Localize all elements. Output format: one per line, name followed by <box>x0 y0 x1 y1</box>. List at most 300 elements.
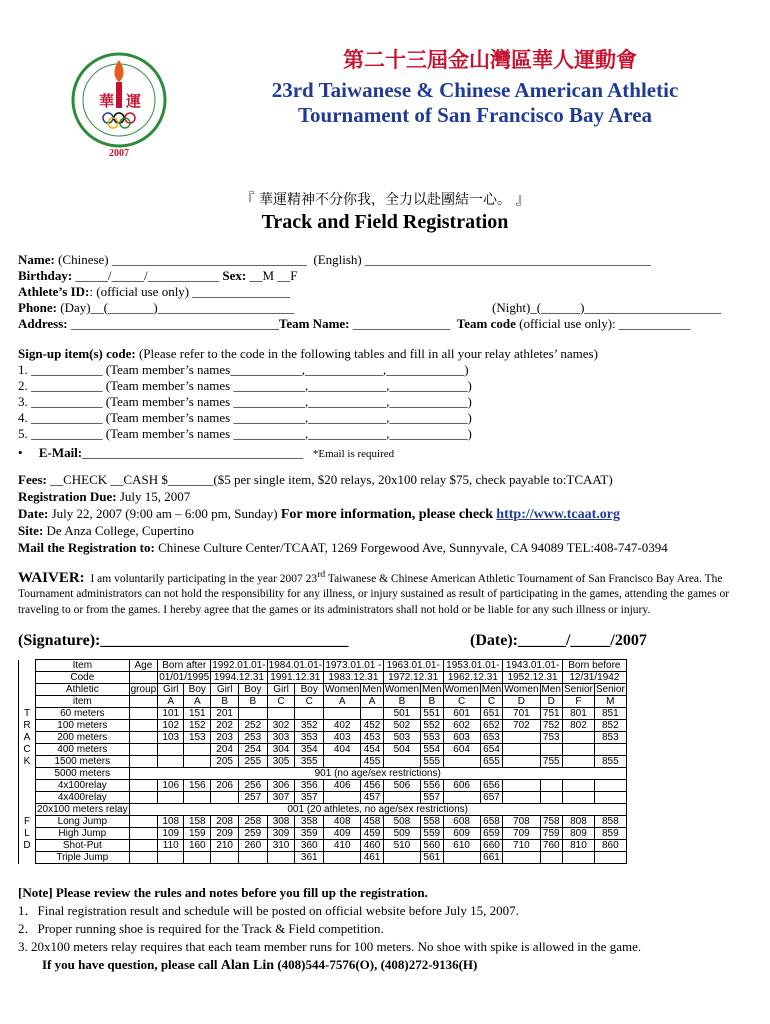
header-cell: Boy <box>239 684 268 696</box>
event-code: 760 <box>540 840 562 852</box>
event-code: 453 <box>361 732 383 744</box>
event-code: 652 <box>480 720 502 732</box>
event-code: 808 <box>562 816 594 828</box>
email-label: E-Mail: <box>38 445 83 460</box>
side-letter <box>19 852 36 864</box>
header-cell: Men <box>362 684 382 695</box>
event-code: 606 <box>443 780 480 792</box>
header-cell: B <box>421 696 443 708</box>
table-row <box>19 756 627 768</box>
header-cell: 1952.12.31 <box>503 672 563 684</box>
bullet-icon: • <box>18 445 23 460</box>
header-cell: item <box>36 696 130 708</box>
event-code: 851 <box>594 708 626 720</box>
signup-row-2[interactable]: 2. ___________ (Team member’s names ___________,____________,____________) <box>18 378 472 393</box>
phone-day-field[interactable]: (Day)__(_______)_____________________ <box>60 300 295 315</box>
event-code: 153 <box>184 732 211 744</box>
event-code <box>239 708 268 720</box>
header-cell: Women <box>384 684 420 695</box>
event-code <box>184 756 211 768</box>
event-code <box>211 792 239 804</box>
event-code <box>324 708 361 720</box>
signup-row-3[interactable]: 3. ___________ (Team member’s names ___________,____________,____________) <box>18 394 472 409</box>
event-code: 810 <box>562 840 594 852</box>
contact-phones: (408)544-7576(O), (408)272-9136(H) <box>277 957 478 972</box>
fees-row[interactable] <box>18 472 613 488</box>
event-code: 506 <box>383 780 420 792</box>
header-cell: M <box>594 696 626 708</box>
event-code <box>503 756 540 768</box>
event-code <box>562 852 594 864</box>
header-cell <box>129 696 158 708</box>
event-code: 556 <box>421 780 443 792</box>
header-cell: 1994.12.31 <box>211 672 267 684</box>
header-cell: Men <box>541 684 561 695</box>
logo-year: 2007 <box>109 148 129 158</box>
header-cell: Athletic <box>36 684 130 696</box>
event-code: 303 <box>267 732 295 744</box>
contact-text: If you have question, please call <box>42 957 218 972</box>
name-row[interactable] <box>18 252 651 268</box>
side-letter <box>19 780 36 792</box>
header-cell: 1943.01.01- <box>503 660 563 672</box>
date-label: Date: <box>18 506 49 521</box>
fees-field[interactable]: __CHECK __CASH $_______($5 per single item, $20 relays, 20x100 relay $75, check payable to:TCAAT) <box>50 472 613 487</box>
event-code: 410 <box>324 840 361 852</box>
header-cell: Men <box>422 684 442 695</box>
event-code: 503 <box>383 732 420 744</box>
english-title-line1: 23rd Taiwanese & Chinese American Athletic <box>271 78 679 102</box>
event-code: 603 <box>443 732 480 744</box>
event-code: 710 <box>503 840 540 852</box>
side-letter: T <box>19 708 36 720</box>
event-code <box>129 852 158 864</box>
header-cell: D <box>503 696 540 708</box>
event-code: 306 <box>267 780 295 792</box>
header-cell: 1973.01.01 - <box>325 660 382 671</box>
event-code: 653 <box>480 732 502 744</box>
header-cell: B <box>239 696 268 708</box>
header-cell: C <box>443 696 480 708</box>
table-header-row <box>19 684 627 696</box>
birthday-field[interactable]: _____/_____/___________ <box>75 268 220 283</box>
note-3: 3. 20x100 meters relay requires that each team member runs for 100 meters. No shoe with spike is allowed in the game. <box>18 939 642 954</box>
sex-label: Sex: <box>222 268 247 283</box>
event-code: 502 <box>383 720 420 732</box>
event-code <box>267 852 295 864</box>
side-letter: F <box>19 816 36 828</box>
site-label: Site: <box>18 523 44 538</box>
event-code <box>443 852 480 864</box>
signup-row-4[interactable]: 4. ___________ (Team member’s names ___________,____________,____________) <box>18 410 472 425</box>
event-code: 406 <box>324 780 361 792</box>
event-code <box>129 708 158 720</box>
event-code <box>562 792 594 804</box>
event-code: 551 <box>421 708 443 720</box>
event-code: 403 <box>324 732 361 744</box>
event-code <box>184 852 211 864</box>
event-code: 901 (no age/sex restrictions) <box>129 768 626 780</box>
event-name: 4x400relay <box>36 792 130 804</box>
event-code: 560 <box>421 840 443 852</box>
site-value: De Anza College, Cupertino <box>46 523 194 538</box>
event-code: 357 <box>295 792 324 804</box>
event-code: 758 <box>540 816 562 828</box>
event-code: 801 <box>562 708 594 720</box>
event-code: 354 <box>295 744 324 756</box>
header-cell: 1984.01.01- <box>268 660 323 671</box>
event-code: 360 <box>295 840 324 852</box>
signature-date-field[interactable]: (Date):______/_____/2007 <box>470 632 647 649</box>
table-row <box>19 708 627 720</box>
header-cell: Born before <box>562 660 626 672</box>
header-cell: Girl <box>158 684 184 696</box>
event-name: Triple Jump <box>36 852 130 864</box>
header-cell: Women <box>504 684 539 695</box>
event-code: 254 <box>239 744 268 756</box>
event-code <box>239 852 268 864</box>
event-code: 352 <box>295 720 324 732</box>
table-row <box>19 720 627 732</box>
name-chinese-field[interactable]: (Chinese) ______________________________ <box>58 252 307 267</box>
email-note: *Email is required <box>312 448 395 460</box>
event-code: 202 <box>211 720 239 732</box>
event-code: 558 <box>421 816 443 828</box>
phone-label: Phone: <box>18 300 57 315</box>
table-row <box>19 744 627 756</box>
mail-label: Mail the Registration to: <box>18 540 155 555</box>
event-code: 655 <box>480 756 502 768</box>
event-code <box>383 852 420 864</box>
table-row <box>19 732 627 744</box>
event-code <box>324 756 361 768</box>
header-cell: D <box>540 696 562 708</box>
header-cell: Boy <box>295 684 324 696</box>
event-code: 256 <box>239 780 268 792</box>
side-cell <box>19 660 36 672</box>
table-row <box>19 840 627 852</box>
event-code <box>129 828 158 840</box>
due-row <box>18 489 190 505</box>
event-date: July 22, 2007 (9:00 am – 6:00 pm, Sunday) <box>51 506 278 521</box>
table-row <box>19 804 627 816</box>
event-code: 609 <box>443 828 480 840</box>
event-code: 159 <box>184 828 211 840</box>
header-cell: 1972.12.31 <box>383 672 443 684</box>
event-code: 601 <box>443 708 480 720</box>
event-code: 201 <box>211 708 239 720</box>
event-code: 702 <box>503 720 540 732</box>
event-code: 658 <box>480 816 502 828</box>
event-code <box>184 792 211 804</box>
event-code: 701 <box>503 708 540 720</box>
event-code <box>129 840 158 852</box>
event-code <box>129 720 158 732</box>
event-code: 751 <box>540 708 562 720</box>
event-code: 109 <box>158 828 184 840</box>
table-row <box>19 780 627 792</box>
event-code: 356 <box>295 780 324 792</box>
event-code: 001 (20 athletes, no age/sex restrictions) <box>129 804 626 816</box>
due-date: July 15, 2007 <box>119 489 191 504</box>
chinese-title: 第二十三屆金山灣區華人運動會 <box>343 48 637 72</box>
event-code: 608 <box>443 816 480 828</box>
event-code: 252 <box>239 720 268 732</box>
header-cell: A <box>324 696 361 708</box>
header-cell: Boy <box>184 684 211 696</box>
event-code: 258 <box>239 816 268 828</box>
event-code: 156 <box>184 780 211 792</box>
event-code: 108 <box>158 816 184 828</box>
event-code: 158 <box>184 816 211 828</box>
signup-heading <box>18 346 598 362</box>
event-code: 102 <box>158 720 184 732</box>
waiver-sup: rd <box>317 569 326 580</box>
event-code: 355 <box>295 756 324 768</box>
event-code: 160 <box>184 840 211 852</box>
waiver-paragraph <box>18 567 748 618</box>
address-row[interactable] <box>18 316 690 332</box>
note-2: 2．Proper running shoe is required for the Track & Field competition. <box>18 921 384 936</box>
event-name: Long Jump <box>36 816 130 828</box>
header-cell: Item <box>36 660 130 672</box>
event-code: 308 <box>267 816 295 828</box>
table-row <box>19 768 627 780</box>
phone-night-field[interactable]: (Night)_(______)_____________________ <box>492 300 721 315</box>
event-code <box>129 744 158 756</box>
event-code: 860 <box>594 840 626 852</box>
header-cell: 1992.01.01- <box>212 660 266 671</box>
side-letter: A <box>19 732 36 744</box>
signature-row[interactable] <box>18 632 748 650</box>
side-letter: D <box>19 840 36 852</box>
header-cell: 01/01/1995 <box>159 672 210 683</box>
header-cell: 1962.12.31 <box>443 672 503 684</box>
event-code: 404 <box>324 744 361 756</box>
event-code: 604 <box>443 744 480 756</box>
event-code: 755 <box>540 756 562 768</box>
side-cell <box>19 672 36 684</box>
header-cell: 1991.12.31 <box>267 672 323 684</box>
event-code <box>324 792 361 804</box>
event-code <box>562 780 594 792</box>
event-code: 457 <box>361 792 383 804</box>
header-cell: Code <box>36 672 130 684</box>
team-name-field[interactable]: _______________ <box>352 316 451 331</box>
event-code: 508 <box>383 816 420 828</box>
waiver-heading: WAIVER: <box>18 569 85 586</box>
event-code: 110 <box>158 840 184 852</box>
event-code: 304 <box>267 744 295 756</box>
event-code: 460 <box>361 840 383 852</box>
event-code: 501 <box>383 708 420 720</box>
event-code: 853 <box>594 732 626 744</box>
event-name: Shot-Put <box>36 840 130 852</box>
header-cell: 1953.01.01- <box>443 660 503 672</box>
header-cell: Age <box>129 660 158 672</box>
sex-field[interactable]: __M __F <box>249 268 298 283</box>
header-cell: B <box>211 696 239 708</box>
event-code <box>540 852 562 864</box>
event-code <box>211 852 239 864</box>
address-field[interactable]: ________________________________ <box>70 316 279 331</box>
event-code: 152 <box>184 720 211 732</box>
header-cell: C <box>295 696 324 708</box>
event-name: 20x100 meters relay <box>37 804 128 815</box>
event-code <box>540 792 562 804</box>
signup-row-1[interactable]: 1. ___________ (Team member’s names___________,____________,____________) <box>18 362 469 377</box>
side-letter: C <box>19 744 36 756</box>
header-cell: A <box>184 696 211 708</box>
event-code: 602 <box>443 720 480 732</box>
event-code: 361 <box>295 852 324 864</box>
header-cell: Women <box>325 684 360 695</box>
notes-section <box>18 884 758 975</box>
event-code: 310 <box>267 840 295 852</box>
athlete-id-row <box>18 284 290 300</box>
event-code: 402 <box>324 720 361 732</box>
team-name-label: Team Name: <box>278 316 350 331</box>
event-code <box>383 792 420 804</box>
event-code: 459 <box>361 828 383 840</box>
event-code: 253 <box>239 732 268 744</box>
header-cell: group <box>130 684 157 695</box>
event-code <box>540 780 562 792</box>
header-cell: C <box>267 696 295 708</box>
signup-label: Sign-up item(s) code: <box>18 346 136 361</box>
header-cell: 1983.12.31 <box>324 672 384 684</box>
header-cell: B <box>383 696 420 708</box>
event-code: 151 <box>184 708 211 720</box>
english-title <box>230 78 720 128</box>
event-code: 359 <box>295 828 324 840</box>
event-code: 852 <box>594 720 626 732</box>
name-label: Name: <box>18 252 55 267</box>
event-code: 455 <box>361 756 383 768</box>
event-code <box>562 732 594 744</box>
event-code: 353 <box>295 732 324 744</box>
event-code: 307 <box>267 792 295 804</box>
event-code: 101 <box>158 708 184 720</box>
event-name: 60 meters <box>36 708 130 720</box>
event-code: 858 <box>594 816 626 828</box>
date-row <box>18 506 620 523</box>
event-code: 659 <box>480 828 502 840</box>
event-name: 400 meters <box>36 744 130 756</box>
note-1: 1．Final registration result and schedule will be posted on official website before July 15, 2007. <box>18 903 519 918</box>
event-code: 561 <box>421 852 443 864</box>
event-code: 203 <box>211 732 239 744</box>
event-code: 454 <box>361 744 383 756</box>
event-code <box>503 732 540 744</box>
event-code: 210 <box>211 840 239 852</box>
birthday-row[interactable] <box>18 268 298 284</box>
table-header-row <box>19 672 627 684</box>
due-label: Registration Due: <box>18 489 117 504</box>
header-cell: Girl <box>211 684 239 696</box>
event-code <box>562 756 594 768</box>
event-code: 759 <box>540 828 562 840</box>
athlete-id-label: Athlete’s ID: <box>18 284 90 299</box>
form-title: Track and Field Registration <box>261 211 509 233</box>
phone-row[interactable] <box>18 300 294 316</box>
event-name: High Jump <box>36 828 130 840</box>
event-code <box>158 792 184 804</box>
event-code <box>383 756 420 768</box>
event-code <box>158 852 184 864</box>
table-row <box>19 852 627 864</box>
header-cell: C <box>480 696 502 708</box>
contact-line <box>18 956 758 975</box>
website-link[interactable]: http://www.tcaat.org <box>496 507 620 522</box>
event-code: 661 <box>480 852 502 864</box>
event-code: 855 <box>594 756 626 768</box>
header-cell: 1963.01.01- <box>383 660 443 672</box>
side-letter <box>19 804 36 816</box>
event-code: 208 <box>211 816 239 828</box>
event-code: 259 <box>239 828 268 840</box>
event-code: 656 <box>480 780 502 792</box>
event-code: 753 <box>540 732 562 744</box>
signature-field[interactable]: (Signature):_______________________________ <box>18 632 349 649</box>
header-cell: A <box>361 696 383 708</box>
header-cell: Senior <box>563 684 593 695</box>
team-code-label: Team code <box>456 316 516 331</box>
event-code: 452 <box>361 720 383 732</box>
header-cell: F <box>562 696 594 708</box>
name-english-field[interactable]: (English) ____________________________________________ <box>313 252 652 267</box>
event-name: 1500 meters <box>36 756 130 768</box>
event-name: 5000 meters <box>36 768 130 780</box>
event-code <box>503 744 540 756</box>
event-code: 752 <box>540 720 562 732</box>
event-code: 260 <box>239 840 268 852</box>
side-letter <box>19 768 36 780</box>
contact-name: Alan Lin <box>220 958 275 973</box>
email-row[interactable] <box>18 445 394 462</box>
notes-heading: [Note] Please review the rules and notes before you fill up the registration. <box>18 885 428 900</box>
email-field[interactable]: __________________________________ <box>82 445 304 460</box>
logo-char-1: 華 <box>99 92 115 110</box>
event-code <box>295 708 324 720</box>
event-code: 859 <box>594 828 626 840</box>
table-row <box>19 828 627 840</box>
event-code <box>129 732 158 744</box>
signup-row-5[interactable]: 5. ___________ (Team member’s names ___________,____________,____________) <box>18 426 472 441</box>
event-code: 559 <box>421 828 443 840</box>
site-row <box>18 523 194 539</box>
event-code <box>594 792 626 804</box>
mail-row <box>18 540 668 556</box>
event-code: 802 <box>562 720 594 732</box>
event-code <box>324 852 361 864</box>
signup-instructions: (Please refer to the code in the following tables and fill in all your relay athletes’ names) <box>138 346 598 361</box>
event-code <box>184 744 211 756</box>
side-letter <box>19 792 36 804</box>
event-code: 555 <box>421 756 443 768</box>
event-code: 709 <box>503 828 540 840</box>
motto: 『 華運精神不分你我，全力以赴團結一心。 』 <box>240 192 530 208</box>
event-code <box>540 744 562 756</box>
event-code: 204 <box>211 744 239 756</box>
event-code <box>158 756 184 768</box>
event-code <box>267 708 295 720</box>
event-code: 106 <box>158 780 184 792</box>
event-code <box>129 756 158 768</box>
event-code <box>443 792 480 804</box>
table-header-row <box>19 696 627 708</box>
mail-address: Chinese Culture Center/TCAAT, 1269 Forgewood Ave, Sunnyvale, CA 94089 TEL:408-747-0394 <box>158 540 668 555</box>
